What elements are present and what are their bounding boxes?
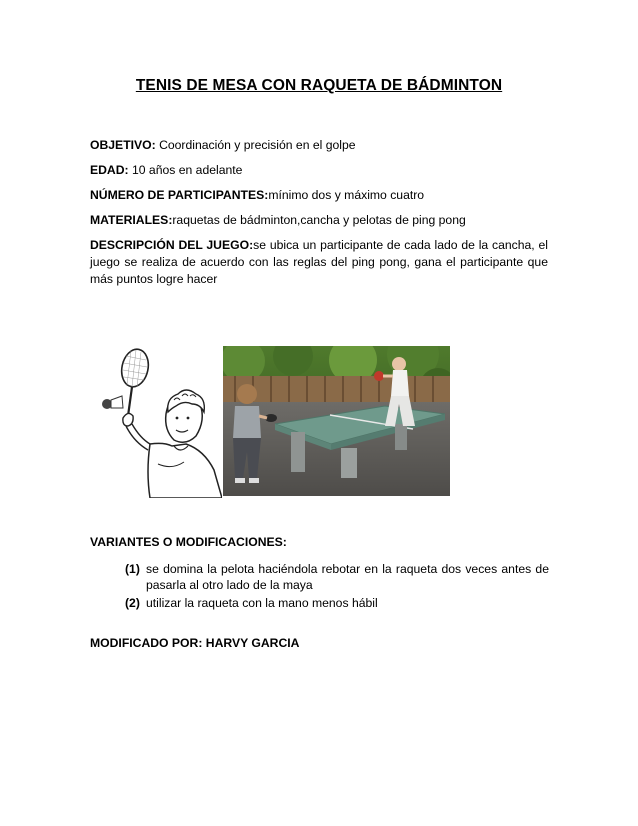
edad-field [90,162,548,179]
variantes-list [125,561,549,613]
badminton-player-illustration [88,346,222,498]
objetivo-value: Coordinación y precisión en el golpe [155,138,356,152]
list-item-number: (2) [125,596,140,610]
list-item-text: se domina la pelota haciéndola rebotar en la raqueta dos veces antes de pasarla al otro lado de la maya [146,562,549,592]
materiales-field [90,212,548,229]
page-title: TENIS DE MESA CON RAQUETA DE BÁDMINTON [135,77,503,94]
edad-value: 10 años en adelante [128,163,243,177]
list-item-number: (1) [125,562,140,576]
list-item [125,561,549,593]
objetivo-label: OBJETIVO: [90,138,156,152]
participantes-value: mínimo dos y máximo cuatro [268,188,425,202]
materiales-label: MATERIALES: [90,213,173,227]
materiales-value: raquetas de bádminton,cancha y pelotas de ping pong [172,213,466,227]
participantes-label: NÚMERO DE PARTICIPANTES: [90,188,269,202]
list-item-text: utilizar la raqueta con la mano menos hábil [146,596,378,610]
participantes-field [90,187,548,204]
ping-pong-players-image [223,346,450,496]
edad-label: EDAD: [90,163,129,177]
table-tennis-photo [223,346,450,496]
variantes-heading: VARIANTES O MODIFICACIONES: [90,535,287,549]
badminton-drawing [88,346,222,498]
descripcion-label: DESCRIPCIÓN DEL JUEGO: [90,238,254,252]
objetivo-field [90,137,548,154]
descripcion-value: se ubica un participante de cada lado de la cancha, el juego se realiza de acuerdo con las reglas del ping pong, gana el participante que más puntos logre hacer [90,238,548,286]
descripcion-field [90,237,548,288]
modified-by: MODIFICADO POR: HARVY GARCIA [90,636,300,650]
list-item [125,595,549,611]
